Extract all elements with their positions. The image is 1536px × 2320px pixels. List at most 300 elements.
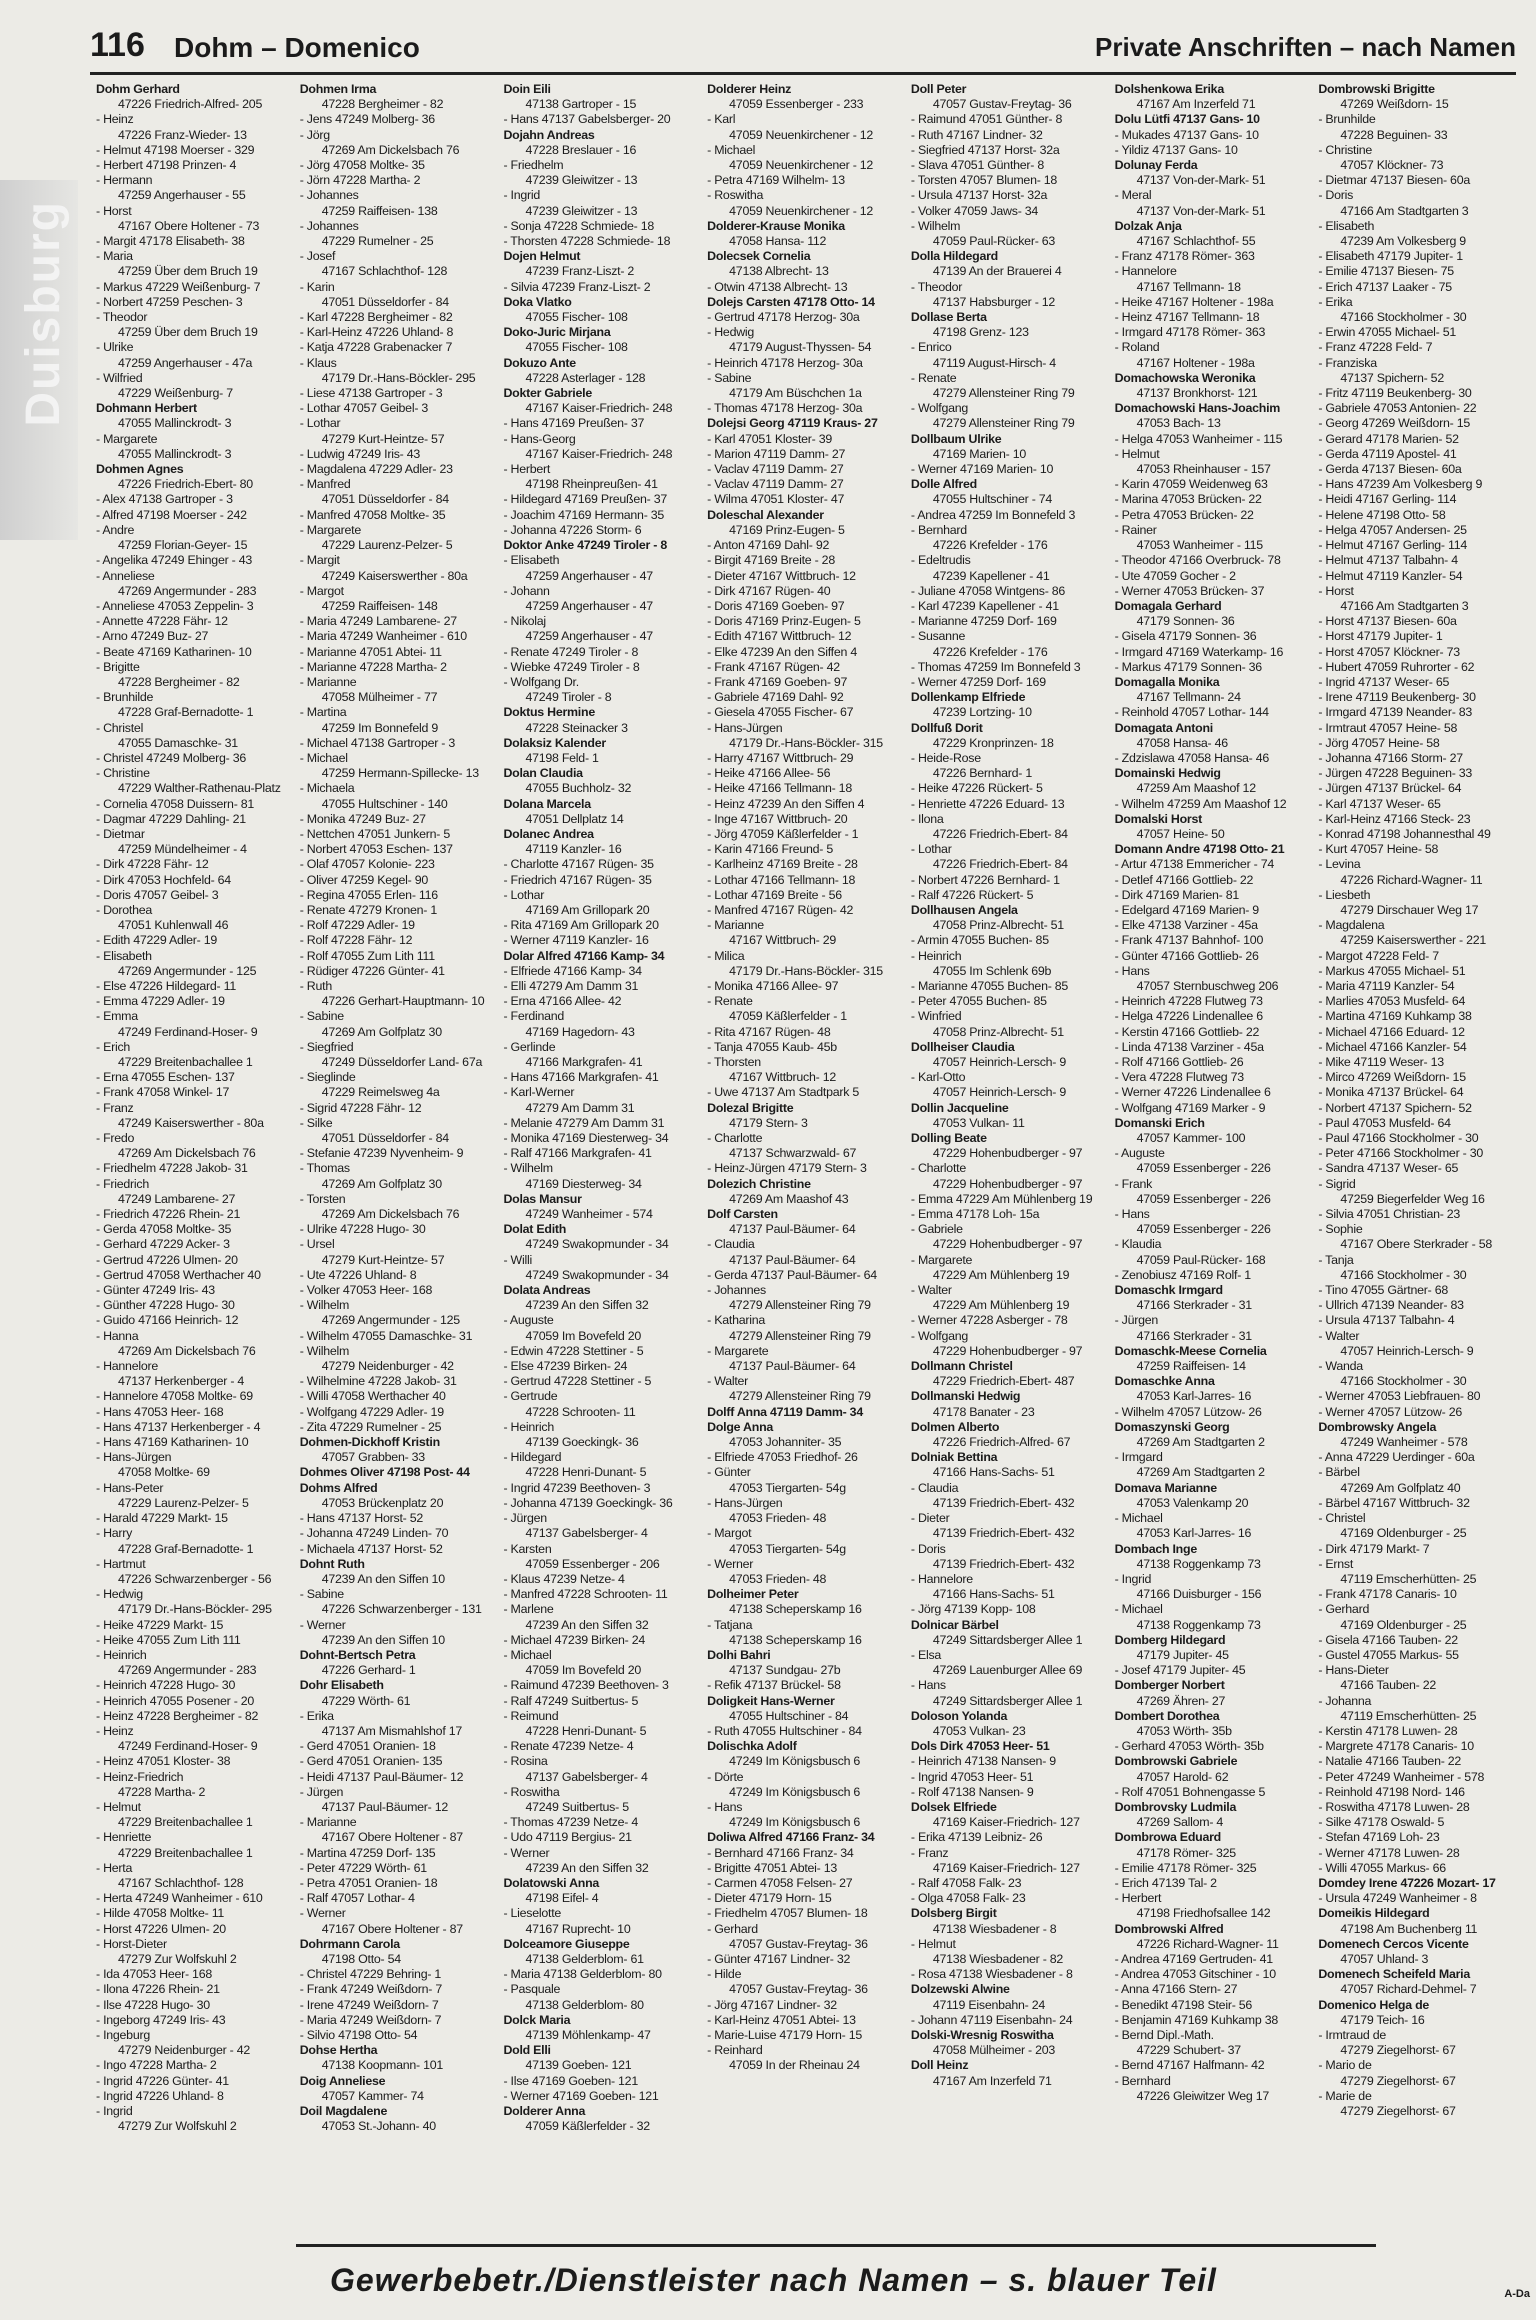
given-name-entry: - Heinz-Jürgen 47179 Stern- 3 <box>707 1161 867 1176</box>
given-name-entry: - Marina 47053 Brücken- 22 <box>1114 492 1262 507</box>
address-line: 47055 Buchholz- 32 <box>525 781 632 796</box>
given-name-entry: - Hanna <box>96 1328 139 1343</box>
address-line: 47249 Kaiserswerther - 80a <box>321 568 468 583</box>
given-name-entry: - Tanja 47055 Kaub- 45b <box>707 1039 837 1054</box>
address-line: 47269 Am Stadtgarten 2 <box>1136 1465 1265 1480</box>
address-line: 47269 Weißdorn- 15 <box>1340 97 1449 112</box>
address-line: 47051 Düsseldorfer - 84 <box>321 294 449 309</box>
given-name-entry: - Benedikt 47198 Steir- 56 <box>1114 1997 1253 2012</box>
given-name-entry: - Ulrike 47228 Hugo- 30 <box>299 1222 426 1237</box>
address-line: 47059 Käßlerfelder - 32 <box>525 2119 650 2134</box>
given-name-entry: - Irmgard 47178 Römer- 363 <box>1114 325 1266 340</box>
given-name-entry: - Horst 47137 Biesen- 60a <box>1318 614 1457 629</box>
given-name-entry: - Claudia <box>707 1237 755 1252</box>
address-line: 47166 Tauben- 22 <box>1340 1678 1436 1693</box>
address-line: 47228 Schrooten- 11 <box>525 1404 636 1419</box>
given-name-entry: - Heide-Rose <box>910 750 981 765</box>
surname-entry: Domachowski Hans-Joachim <box>1114 401 1281 416</box>
given-name-entry: - Tatjana <box>707 1617 753 1632</box>
given-name-entry: - Gisela 47179 Sonnen- 36 <box>1114 629 1257 644</box>
given-name-entry: - Liese 47138 Gartroper - 3 <box>299 386 443 401</box>
surname-entry: Dolsberg Birgit <box>910 1906 997 1921</box>
given-name-entry: - Konrad 47198 Johannesthal 49 <box>1318 826 1491 841</box>
address-line: 47137 Von-der-Mark- 51 <box>1136 173 1266 188</box>
given-name-entry: - Wolfgang 47229 Adler- 19 <box>299 1404 444 1419</box>
address-line: 47051 Düsseldorfer - 84 <box>321 492 449 507</box>
surname-entry: Dollmanski Hedwig <box>910 1389 1021 1404</box>
given-name-entry: - Karlheinz 47169 Breite - 28 <box>707 857 858 872</box>
given-name-entry: - Edith 47229 Adler- 19 <box>96 933 217 948</box>
address-line: 47229 Hohenbudberger - 97 <box>932 1343 1083 1358</box>
surname-entry: Domagalla Monika <box>1114 674 1220 689</box>
address-line: 47239 An den Siffen 32 <box>525 1860 649 1875</box>
surname-entry: Dolderer-Krause Monika <box>707 218 845 233</box>
surname-entry: Dolischka Adolf <box>707 1739 797 1754</box>
given-name-entry: - Wolfgang Dr. <box>503 674 579 689</box>
given-name-entry: - Horst 47057 Klöckner- 73 <box>1318 644 1460 659</box>
given-name-entry: - Helmut <box>96 1799 141 1814</box>
given-name-entry: - Elfriede 47053 Friedhof- 26 <box>707 1450 858 1465</box>
address-line: 47179 Sonnen- 36 <box>1136 614 1235 629</box>
surname-entry: Domaschke Anna <box>1114 1374 1215 1389</box>
address-line: 47179 Jupiter- 45 <box>1136 1647 1229 1662</box>
given-name-entry: - Lothar <box>503 887 545 902</box>
address-line: 47055 Fischer- 108 <box>525 310 628 325</box>
surname-entry: Dombert Dorothea <box>1114 1708 1220 1723</box>
given-name-entry: - Thomas <box>299 1161 350 1176</box>
given-name-entry: - Franz <box>910 1845 949 1860</box>
given-name-entry: - Irmtraud de <box>1318 2028 1386 2042</box>
given-name-entry: - Heidi 47167 Gerling- 114 <box>1318 492 1457 507</box>
given-name-entry: - Gerda 47058 Moltke- 35 <box>96 1222 232 1237</box>
given-name-entry: - Emilie 47137 Biesen- 75 <box>1318 264 1454 279</box>
given-name-entry: - Wolfgang 47169 Marker - 9 <box>1114 1100 1266 1115</box>
surname-entry: Dols Dirk 47053 Heer- 51 <box>910 1739 1050 1754</box>
given-name-entry: - Ingeburg <box>96 2028 150 2042</box>
surname-entry: Dojahn Andreas <box>503 127 595 142</box>
given-name-entry: - Bernd 47167 Halfmann- 42 <box>1114 2058 1265 2073</box>
given-name-entry: - Cornelia 47058 Duissern- 81 <box>96 796 255 811</box>
given-name-entry: - Levina <box>1318 857 1361 872</box>
address-line: 47166 Am Stadtgarten 3 <box>1340 203 1469 218</box>
surname-entry: Doligkeit Hans-Werner <box>707 1693 835 1708</box>
surname-entry: Dollfuß Dorit <box>910 720 983 735</box>
given-name-entry: - Johannes <box>299 188 359 203</box>
given-name-entry: - Günter 47167 Lindner- 32 <box>707 1951 851 1966</box>
surname-entry: Doin Eili <box>503 82 551 96</box>
surname-entry: Dolshenkowa Erika <box>1114 82 1224 96</box>
given-name-entry: - Ralf 47057 Lothar- 4 <box>299 1891 415 1906</box>
given-name-entry: - Jürgen <box>1114 1313 1159 1328</box>
address-line: 47053 St.-Johann- 40 <box>321 2119 436 2134</box>
given-name-entry: - Wolfgang <box>910 1328 969 1343</box>
surname-entry: Dollase Berta <box>910 310 987 325</box>
given-name-entry: - Norbert 47226 Bernhard- 1 <box>910 872 1060 887</box>
given-name-entry: - Natalie 47166 Tauben- 22 <box>1318 1754 1462 1769</box>
given-name-entry: - Jörg 47057 Heine- 58 <box>1318 735 1440 750</box>
given-name-entry: - Theodor 47166 Overbruck- 78 <box>1114 553 1281 568</box>
given-name-entry: - Michael <box>707 142 756 157</box>
surname-entry: Dohmen Irma <box>299 82 377 96</box>
given-name-entry: - Bernhard 47166 Franz- 34 <box>707 1845 854 1860</box>
given-name-entry: - Helga 47057 Andersen- 25 <box>1318 522 1467 537</box>
address-line: 47167 Tellmann- 24 <box>1136 690 1241 705</box>
address-line: 47051 Düsseldorfer - 84 <box>321 1131 449 1146</box>
address-line: 47228 Asterlager - 128 <box>525 370 646 385</box>
address-line: 47166 Am Stadtgarten 3 <box>1340 598 1469 613</box>
given-name-entry: - Hans 47239 Am Volkesberg 9 <box>1318 477 1483 492</box>
given-name-entry: - Hildegard 47169 Preußen- 37 <box>503 492 668 507</box>
given-name-entry: - Michael 47138 Gartroper - 3 <box>299 735 455 750</box>
address-line: 47055 Hultschiner - 84 <box>729 1708 849 1723</box>
given-name-entry: - Ursula 47249 Wanheimer - 8 <box>1318 1891 1477 1906</box>
address-line: 47279 Zur Wolfskuhl 2 <box>118 2119 237 2134</box>
address-line: 47137 Spichern- 52 <box>1340 370 1444 385</box>
given-name-entry: - Johann <box>503 583 550 598</box>
given-name-entry: - Bärbel 47167 Wittbruch- 32 <box>1318 1495 1470 1510</box>
address-line: 47226 Friedrich-Ebert- 84 <box>932 857 1068 872</box>
surname-entry: Domagata Antoni <box>1114 720 1213 735</box>
given-name-entry: - Harry <box>96 1526 133 1541</box>
given-name-entry: - Gertrud 47178 Herzog- 30a <box>707 310 860 325</box>
given-name-entry: - Udo 47119 Bergius- 21 <box>503 1830 632 1845</box>
address-line: 47058 Mülheimer - 77 <box>321 690 438 705</box>
given-name-entry: - Wilhelm <box>910 218 961 233</box>
given-name-entry: - Walter <box>1318 1328 1360 1343</box>
address-line: 47057 Heine- 50 <box>1136 826 1225 841</box>
surname-entry: Dolsek Elfriede <box>910 1799 997 1814</box>
given-name-entry: - Regina 47055 Erlen- 116 <box>299 887 438 902</box>
surname-entry: Dolderer Heinz <box>707 82 792 96</box>
given-name-entry: - Refik 47137 Brückel- 58 <box>707 1678 841 1693</box>
surname-entry: Dolceamore Giuseppe <box>503 1936 630 1951</box>
address-line: 47179 Teich- 16 <box>1340 2012 1425 2027</box>
given-name-entry: - Irmgard <box>1114 1450 1163 1465</box>
given-name-entry: - Brigitte <box>96 659 140 674</box>
address-line: 47269 Am Maashof 43 <box>729 1191 849 1206</box>
given-name-entry: - Sandra 47137 Weser- 65 <box>1318 1161 1459 1176</box>
address-line: 47239 Lortzing- 10 <box>932 705 1032 720</box>
given-name-entry: - Gerhard 47229 Acker- 3 <box>96 1237 230 1252</box>
surname-entry: Dolnicar Bärbel <box>910 1617 999 1632</box>
given-name-entry: - Emilie 47178 Römer- 325 <box>1114 1860 1257 1875</box>
address-line: 47138 Gartroper - 15 <box>525 97 637 112</box>
given-name-entry: - Wanda <box>1318 1359 1363 1374</box>
given-name-entry: - Erwin 47055 Michael- 51 <box>1318 325 1457 340</box>
address-line: 47179 Stern- 3 <box>729 1115 808 1130</box>
given-name-entry: - Ralf 47166 Markgrafen- 41 <box>503 1146 652 1161</box>
surname-entry: Dolniak Bettina <box>910 1450 998 1465</box>
given-name-entry: - Marianne 47228 Martha- 2 <box>299 659 447 674</box>
surname-entry: Dolla Hildegard <box>910 249 999 264</box>
given-name-entry: - Roland <box>1114 340 1160 355</box>
given-name-entry: - Armin 47055 Buchen- 85 <box>910 933 1049 948</box>
surname-entry: Doloson Yolanda <box>910 1708 1008 1723</box>
given-name-entry: - Herbert <box>1114 1891 1162 1906</box>
address-line: 47249 Düsseldorfer Land- 67a <box>321 1055 483 1069</box>
address-line: 47167 Wittbruch- 29 <box>729 933 836 948</box>
given-name-entry: - Charlotte <box>910 1161 966 1176</box>
given-name-entry: - Werner 47226 Lindenallee 6 <box>1114 1085 1271 1100</box>
address-line: 47239 Franz-Liszt- 2 <box>525 264 635 279</box>
given-name-entry: - Giesela 47055 Fischer- 67 <box>707 705 854 720</box>
address-line: 47228 Graf-Bernadotte- 1 <box>118 705 254 720</box>
address-line: 47057 Gustav-Freytag- 36 <box>932 97 1072 112</box>
given-name-entry: - Franziska <box>1318 355 1377 370</box>
surname-entry: Domainski Hedwig <box>1114 766 1221 781</box>
given-name-entry: - Silke <box>299 1115 333 1130</box>
given-name-entry: - Sabine <box>299 1009 344 1024</box>
address-line: 47169 Oldenburger - 25 <box>1340 1617 1467 1632</box>
address-line: 47226 Schwarzenberger - 56 <box>118 1571 272 1586</box>
given-name-entry: - Karl-Otto <box>910 1070 966 1085</box>
address-line: 47166 Markgrafen- 41 <box>525 1055 643 1069</box>
address-line: 47053 Frieden- 48 <box>729 1571 827 1586</box>
address-line: 47249 Sittardsberger Allee 1 <box>932 1693 1083 1708</box>
given-name-entry: - Frank 47169 Goeben- 97 <box>707 674 848 689</box>
given-name-entry: - Johanna 47226 Storm- 6 <box>503 522 642 537</box>
address-line: 47053 Bach- 13 <box>1136 416 1221 431</box>
address-line: 47058 Hansa- 112 <box>729 234 827 249</box>
surname-entry: Domalski Horst <box>1114 811 1202 826</box>
surname-entry: Dohmann Herbert <box>96 401 197 416</box>
given-name-entry: - Herta 47249 Wanheimer - 610 <box>96 1891 263 1906</box>
address-line: 47259 Im Bonnefeld 9 <box>321 720 438 735</box>
given-name-entry: - Hermann <box>96 173 153 188</box>
given-name-entry: - Franz <box>96 1100 134 1115</box>
address-line: 47053 Tiergarten- 54g <box>729 1541 846 1556</box>
address-line: 47138 Albrecht- 13 <box>729 264 829 279</box>
given-name-entry: - Peter 47166 Stockholmer - 30 <box>1318 1146 1483 1161</box>
given-name-entry: - Gabriele <box>910 1222 963 1237</box>
given-name-entry: - Silvia 47239 Franz-Liszt- 2 <box>503 279 651 294</box>
surname-entry: Dolejsi Georg 47119 Kraus- 27 <box>707 416 878 431</box>
address-line: 47239 Gleiwitzer - 13 <box>525 173 638 188</box>
given-name-entry: - Erich 47137 Laaker - 75 <box>1318 279 1452 294</box>
given-name-entry: - Maria 47249 Lambarene- 27 <box>299 614 457 629</box>
given-name-entry: - Dirk 47167 Rügen- 40 <box>707 583 831 598</box>
address-line: 47259 Am Maashof 12 <box>1136 781 1256 796</box>
given-name-entry: - Irene 47119 Beukenberg- 30 <box>1318 690 1476 705</box>
address-line: 47239 An den Siffen 10 <box>321 1571 445 1586</box>
given-name-entry: - Ferdinand <box>503 1009 565 1024</box>
given-name-entry: - Irene 47249 Weißdorn- 7 <box>299 1997 439 2012</box>
given-name-entry: - Herbert 47198 Prinzen- 4 <box>96 158 237 173</box>
surname-entry: Doll Peter <box>910 82 967 96</box>
given-name-entry: - Marianne <box>299 674 357 689</box>
address-line: 47057 Harold- 62 <box>1136 1769 1229 1784</box>
address-line: 47229 Breitenbachallee 1 <box>118 1845 253 1860</box>
given-name-entry: - Karl 47051 Kloster- 39 <box>707 431 833 446</box>
address-line: 47137 Habsburger - 12 <box>932 294 1056 309</box>
given-name-entry: - Michael <box>1114 1511 1163 1526</box>
given-name-entry: - Hans 47137 Herkenberger - 4 <box>96 1419 261 1434</box>
given-name-entry: - Melanie 47279 Am Damm 31 <box>503 1115 665 1130</box>
given-name-entry: - Reinhard <box>707 2043 763 2058</box>
given-name-entry: - Enrico <box>910 340 952 355</box>
given-name-entry: - Paul 47166 Stockholmer - 30 <box>1318 1131 1479 1146</box>
given-name-entry: - Christel <box>1318 1511 1366 1526</box>
given-name-entry: - Helene 47198 Otto- 58 <box>1318 507 1446 522</box>
address-line: 47198 Am Buchenberg 11 <box>1340 1921 1478 1936</box>
address-line: 47167 Schlachthof- 128 <box>321 264 448 279</box>
address-line: 47057 Heinrich-Lersch- 9 <box>1340 1343 1474 1358</box>
surname-entry: Doliwa Alfred 47166 Franz- 34 <box>707 1830 875 1845</box>
address-line: 47169 Am Grillopark 20 <box>525 902 650 917</box>
given-name-entry: - Margot 47228 Feld- 7 <box>1318 948 1439 963</box>
given-name-entry: - Friedhelm 47228 Jakob- 31 <box>96 1161 248 1176</box>
given-name-entry: - Hans-Dieter <box>1318 1663 1389 1678</box>
address-line: 47169 Hagedorn- 43 <box>525 1024 635 1039</box>
given-name-entry: - Markus 47229 Weißenburg- 7 <box>96 279 261 294</box>
given-name-entry: - Lothar <box>910 842 952 857</box>
surname-entry: Domdey Irene 47226 Mozart- 17 <box>1318 1875 1496 1890</box>
given-name-entry: - Hilde <box>707 1967 742 1982</box>
given-name-entry: - Heike 47229 Markt- 15 <box>96 1617 224 1632</box>
address-line: 47139 Möhlenkamp- 47 <box>525 2028 651 2042</box>
given-name-entry: - Rosina <box>503 1754 548 1769</box>
given-name-entry: - Raimund 47051 Günther- 8 <box>910 112 1063 127</box>
given-name-entry: - Rolf 47138 Nansen- 9 <box>910 1784 1034 1799</box>
surname-entry: Domaschk Irmgard <box>1114 1283 1223 1298</box>
given-name-entry: - Helmut 47119 Kanzler- 54 <box>1318 568 1463 583</box>
given-name-entry: - Silvio 47198 Otto- 54 <box>299 2028 418 2042</box>
given-name-entry: - Wilfried <box>96 370 143 385</box>
given-name-entry: - Hans-Jürgen <box>96 1450 172 1465</box>
given-name-entry: - Andrea 47053 Gitschiner - 10 <box>1114 1967 1276 1982</box>
given-name-entry: - Margarete <box>707 1343 769 1358</box>
surname-entry: Dohm Gerhard <box>96 82 180 96</box>
surname-entry: Dolge Anna <box>707 1419 774 1434</box>
given-name-entry: - Frank 47167 Rügen- 42 <box>707 659 840 674</box>
given-name-entry: - Josef 47179 Jupiter- 45 <box>1114 1663 1246 1678</box>
section-title: Private Anschriften – nach Namen <box>1095 32 1516 62</box>
address-line: 47229 Walther-Rathenau-Platz <box>118 781 281 796</box>
given-name-entry: - Dörte <box>707 1769 744 1784</box>
address-line: 47249 Sittardsberger Allee 1 <box>932 1632 1083 1647</box>
given-name-entry: - Ursula 47137 Talbahn- 4 <box>1318 1313 1455 1328</box>
address-line: 47229 Wörth- 61 <box>321 1693 411 1708</box>
address-line: 47139 Goeben- 121 <box>525 2058 632 2073</box>
given-name-entry: - Inge 47167 Wittbruch- 20 <box>707 811 848 826</box>
given-name-entry: - Jörg 47059 Käßlerfelder - 1 <box>707 826 859 841</box>
given-name-entry: - Katharina <box>707 1313 766 1328</box>
address-line: 47138 Gelderblom- 61 <box>525 1951 644 1966</box>
address-line: 47059 Im Bovefeld 20 <box>525 1663 641 1678</box>
address-line: 47198 Feld- 1 <box>525 750 599 765</box>
address-line: 47119 August-Hirsch- 4 <box>932 355 1056 370</box>
given-name-entry: - Friedrich <box>96 1176 150 1191</box>
address-line: 47259 Raiffeisen- 138 <box>321 203 438 218</box>
address-line: 47053 Valenkamp 20 <box>1136 1495 1249 1510</box>
address-line: 47259 Hermann-Spillecke- 13 <box>321 766 479 781</box>
address-line: 47059 Neuenkirchener - 12 <box>729 127 874 142</box>
given-name-entry: - Hans-Jürgen <box>707 720 783 735</box>
address-line: 47057 Kammer- 74 <box>321 2088 424 2103</box>
address-line: 47259 Angerhauser - 47 <box>525 568 653 583</box>
surname-entry: Dolezich Christine <box>707 1176 811 1191</box>
given-name-entry: - Heike 47166 Tellmann- 18 <box>707 781 852 796</box>
address-line: 47279 Neidenburger - 42 <box>321 1359 454 1374</box>
address-line: 47269 Am Dickelsbach 76 <box>321 1207 460 1222</box>
address-line: 47139 Friedrich-Ebert- 432 <box>932 1556 1075 1571</box>
given-name-entry: - Norbert 47137 Spichern- 52 <box>1318 1100 1472 1115</box>
given-name-entry: - Andre <box>96 522 135 537</box>
given-name-entry: - Herta <box>96 1860 133 1875</box>
address-line: 47139 Friedrich-Ebert- 432 <box>932 1495 1075 1510</box>
corner-mark: A-Da <box>1504 2288 1530 2300</box>
given-name-entry: - Maria <box>96 249 133 264</box>
given-name-entry: - Renate <box>910 370 957 385</box>
given-name-entry: - Klaudia <box>1114 1237 1162 1252</box>
given-name-entry: - Hans 47053 Heer- 168 <box>96 1404 224 1419</box>
given-name-entry: - Hans 47169 Katharinen- 10 <box>96 1435 249 1450</box>
given-name-entry: - Emma 47229 Am Mühlenberg 19 <box>910 1191 1093 1206</box>
given-name-entry: - Edwin 47228 Stettiner - 5 <box>503 1343 644 1358</box>
given-name-entry: - Volker 47053 Heer- 168 <box>299 1283 433 1298</box>
given-name-entry: - Vera 47228 Flutweg 73 <box>1114 1070 1244 1085</box>
given-name-entry: - Emma 47178 Loh- 15a <box>910 1207 1040 1222</box>
address-line: 47279 Allensteiner Ring 79 <box>729 1298 871 1313</box>
surname-entry: Doko-Juric Mirjana <box>503 325 611 340</box>
address-line: 47228 Steinacker 3 <box>525 720 628 735</box>
address-line: 47138 Scheperskamp 16 <box>729 1602 862 1617</box>
given-name-entry: - Rolf 47166 Gottlieb- 26 <box>1114 1055 1244 1069</box>
given-name-entry: - Werner <box>299 1906 346 1921</box>
given-name-entry: - Milica <box>707 948 745 963</box>
given-name-entry: - Doris 47169 Prinz-Eugen- 5 <box>707 614 861 629</box>
surname-entry: Doleschal Alexander <box>707 507 824 522</box>
given-name-entry: - Stefanie 47239 Nyvenheim- 9 <box>299 1146 464 1161</box>
address-line: 47137 Paul-Bäumer- 64 <box>729 1252 856 1267</box>
address-line: 47279 Kurt-Heintze- 57 <box>321 1252 445 1267</box>
given-name-entry: - Erna 47166 Allee- 42 <box>503 994 622 1009</box>
given-name-entry: - Gerd 47051 Oranien- 135 <box>299 1754 443 1769</box>
address-line: 47167 Wittbruch- 12 <box>729 1070 836 1085</box>
given-name-entry: - Johanna 47139 Goeckingk- 36 <box>503 1495 673 1510</box>
given-name-entry: - Karl-Heinz 47226 Uhland- 8 <box>299 325 454 340</box>
address-line: 47229 Hohenbudberger - 97 <box>932 1237 1083 1252</box>
address-line: 47169 Oldenburger - 25 <box>1340 1526 1467 1541</box>
address-line: 47279 Allensteiner Ring 79 <box>932 386 1075 401</box>
address-line: 47169 Diesterweg- 34 <box>525 1176 642 1191</box>
given-name-entry: - Ingrid 47226 Uhland- 8 <box>96 2088 224 2103</box>
address-line: 47138 Wiesbadener - 8 <box>932 1921 1057 1936</box>
address-line: 47057 Uhland- 3 <box>1340 1951 1429 1966</box>
given-name-entry: - Hannelore <box>910 1571 973 1586</box>
given-name-entry: - Nikolaj <box>503 614 546 629</box>
address-line: 47167 Kaiser-Friedrich- 248 <box>525 401 673 416</box>
given-name-entry: - Lothar <box>299 416 341 431</box>
address-line: 47228 Beguinen- 33 <box>1340 127 1448 142</box>
address-line: 47269 Am Dickelsbach 76 <box>321 142 460 157</box>
surname-entry: Doig Anneliese <box>299 2073 386 2088</box>
given-name-entry: - Christine <box>1318 142 1373 157</box>
given-name-entry: - Arno 47249 Buz- 27 <box>96 629 209 644</box>
address-line: 47055 Mallinckrodt- 3 <box>118 416 232 431</box>
given-name-entry: - Petra 47051 Oranien- 18 <box>299 1875 438 1890</box>
given-name-entry: - Beate 47169 Katharinen- 10 <box>96 644 252 659</box>
surname-entry: Dolu Lütfi 47137 Gans- 10 <box>1114 112 1260 127</box>
given-name-entry: - Karin <box>299 279 335 294</box>
surname-entry: Dolunay Ferda <box>1114 158 1198 173</box>
given-name-entry: - Heinz 47228 Bergheimer - 82 <box>96 1708 259 1723</box>
given-name-entry: - Ingrid 47239 Beethoven- 3 <box>503 1480 651 1495</box>
given-name-entry: - Tanja <box>1318 1252 1354 1267</box>
address-line: 47249 Suitbertus- 5 <box>525 1799 629 1814</box>
surname-entry: Doktus Hermine <box>503 705 595 720</box>
address-line: 47057 Richard-Dehmel- 7 <box>1340 1982 1477 1997</box>
